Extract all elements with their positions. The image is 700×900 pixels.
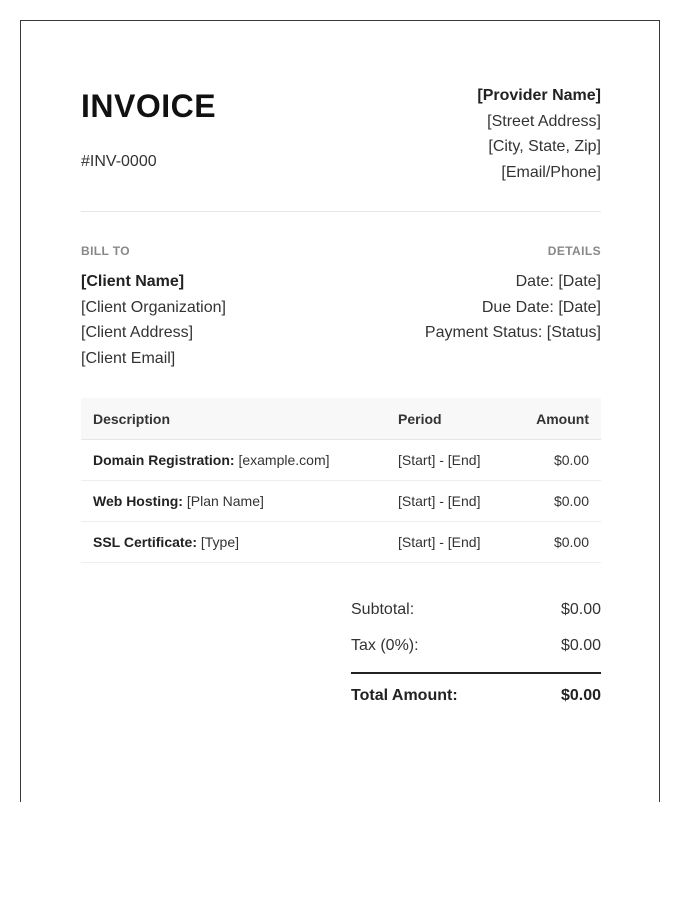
- provider-contact: [Email/Phone]: [501, 163, 601, 181]
- line-items-table: [81, 398, 601, 563]
- table-row: [81, 481, 601, 522]
- row-period: [Start] - [End]: [386, 481, 515, 522]
- row-amount: $0.00: [515, 440, 601, 481]
- client-email: [Client Email]: [81, 349, 176, 367]
- invoice-title: INVOICE: [81, 88, 217, 124]
- invoice-header: [81, 21, 601, 212]
- total-label: Total Amount:: [351, 687, 458, 704]
- row-item-detail: [Plan Name]: [186, 493, 264, 509]
- table-header-row: [81, 398, 601, 440]
- totals-block: [351, 598, 601, 714]
- header-period: Period: [386, 398, 515, 440]
- provider-city: [City, State, Zip]: [488, 138, 601, 155]
- provider-block: [477, 83, 601, 185]
- header-amount: Amount: [515, 398, 601, 440]
- row-period: [Start] - [End]: [386, 522, 515, 563]
- row-description: [81, 481, 386, 522]
- row-item-name: Domain Registration:: [93, 452, 235, 468]
- table-row: [81, 440, 601, 481]
- client-organization: [Client Organization]: [81, 298, 226, 316]
- table-row: [81, 522, 601, 563]
- invoice-date: Date: [Date]: [515, 273, 601, 290]
- invoice-due-date: Due Date: [Date]: [481, 298, 601, 316]
- details-label: DETAILS: [547, 244, 601, 258]
- header-description: Description: [81, 398, 386, 440]
- row-description: [81, 522, 386, 563]
- provider-name: [Provider Name]: [477, 87, 601, 104]
- row-item-detail: [example.com]: [238, 452, 330, 468]
- bill-to-label: BILL TO: [81, 244, 131, 258]
- bill-to-block: [81, 243, 226, 371]
- tax-row: [351, 634, 601, 670]
- client-address: [Client Address]: [81, 324, 194, 341]
- client-name: [Client Name]: [81, 273, 185, 290]
- row-item-name: Web Hosting:: [93, 493, 183, 509]
- subtotal-label: Subtotal:: [351, 601, 415, 618]
- invoice-number: #INV-0000: [81, 153, 157, 170]
- row-amount: $0.00: [515, 522, 601, 563]
- subtotal-value: $0.00: [560, 601, 601, 618]
- payment-status: Payment Status: [Status]: [424, 324, 601, 341]
- total-row: [351, 672, 601, 714]
- tax-label: Tax (0%):: [351, 637, 419, 654]
- details-block: [425, 243, 601, 346]
- row-item-name: SSL Certificate:: [93, 534, 197, 550]
- provider-street: [Street Address]: [487, 112, 601, 130]
- invoice-sheet: [20, 20, 660, 802]
- subtotal-row: [351, 598, 601, 634]
- row-amount: $0.00: [515, 481, 601, 522]
- tax-value: $0.00: [560, 637, 601, 654]
- row-period: [Start] - [End]: [386, 440, 515, 481]
- row-description: [81, 440, 386, 481]
- total-value: $0.00: [560, 687, 601, 704]
- row-item-detail: [Type]: [200, 534, 240, 550]
